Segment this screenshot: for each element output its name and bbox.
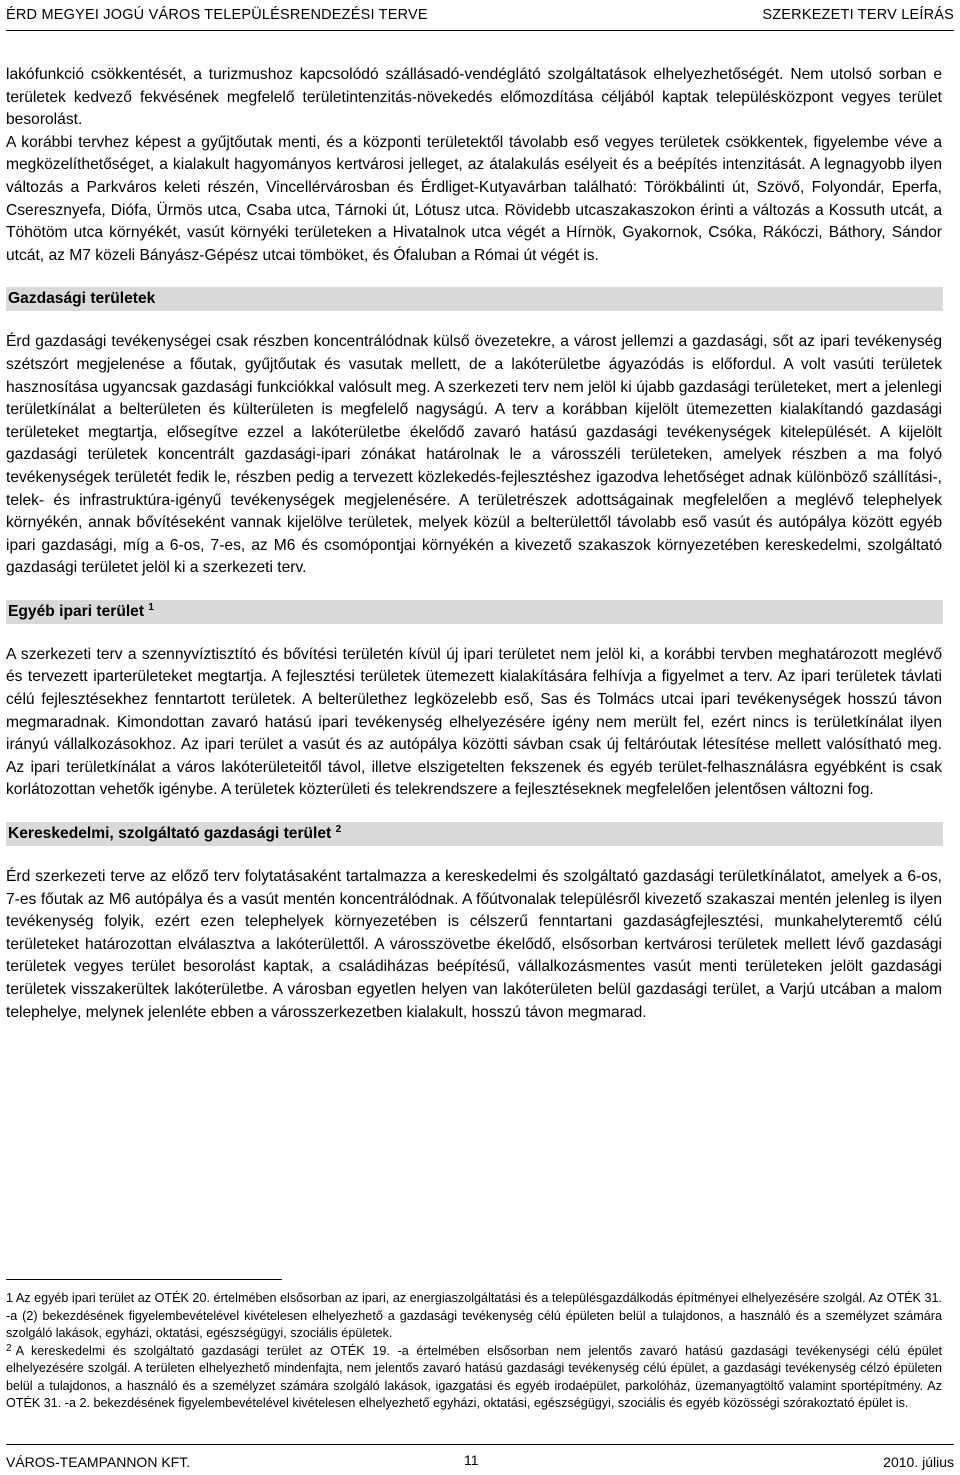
section-heading-gazdasagi (6, 287, 943, 311)
footer-date: 2010. július (883, 1454, 954, 1470)
header-document-title: ÉRD MEGYEI JOGÚ VÁROS TELEPÜLÉSRENDEZÉSI TERVE (6, 7, 428, 23)
footnote-2-marker: 2 (6, 1342, 12, 1354)
footnote-2 (6, 1343, 942, 1413)
footnote-1: 1 Az egyéb ipari terület az OTÉK 20. értelmében elsősorban az ipari, az energiaszolgáltatási és a településgazdálkodás építményei elhelyezésére szolgál. Az OTÉK 31. -a (2) bekezdésének figyelembevételével kivételesen elhelyezhető a gazdasági tevékenység célú épületen belül a tulajdonos, a használó és a személyzet számára szolgáló lakások, egyházi, oktatási, egészségügyi, szociális épületek. (6, 1291, 942, 1340)
section-heading-text: Gazdasági területek (8, 290, 156, 308)
footnote-2-text: A kereskedelmi és szolgáltató gazdasági terület az OTÉK 19. -a értelmében elsősorban nem jelentős zavaró hatású gazdasági tevékenységi célú épület elhelyezésére szolgál. A területen elhelyezhető mindenfajta, nem jelentős zavaró hatású gazdasági tevékenység célú épület, a gazdasági tevékenység célzó épületen belül a tulajdonos, a használó és a személyzet számára szolgáló lakások, igazgatási és egyéb irodaépület, parkolóház, üzemanyagtöltő valamint sportépítmény. Az OTÉK 31. -a 2. bekezdésének figyelembevételével kivételesen elhelyezhető egyházi, oktatási, egészségügyi, szociális és egyéb közösségi szórakoztató épület is. (6, 1343, 942, 1410)
intro-paragraph-1: lakófunkció csökkentését, a turizmushoz kapcsolódó szállásadó-vendéglátó szolgáltatások elhelyezhetőségét. Nem utolsó sorban e területek kedvező fekvésének megfelelő területintenzitás-növekedés előmozdítása céljából kaptak településközpont vegyes terület besorolást. (6, 66, 942, 129)
footnote-separator (6, 1279, 282, 1280)
footnote-reference-2[interactable]: 2 (335, 823, 342, 835)
section-heading-text: Egyéb ipari terület (8, 602, 145, 620)
intro-paragraph-2: A korábbi tervhez képest a gyűjtőutak menti, és a központi területektől távolabb eső vegyes területek csökkentek, figyelembe véve a megközelíthetőséget, a kialakult hagyományos kertvárosi jelleget, az átalakulás esélyeit és a beépítés intenzitását. A legnagyobb ilyen változás a Parkváros keleti részén, Vincellérvárosban és Érdliget-Kutyavárban található: Törökbálinti út, Szövő, Folyondár, Eperfa, Cseresznyefa, Diófa, Ürmös utca, Csaba utca, Tárnoki út, Lótusz utca. Rövidebb utcaszakaszokon érinti a változás a Kossuth utcát, a Töhötöm utca környékét, vasút környéki területeken a Hivatalnok utca végét a Hírnök, Gyakornok, Csóka, Rákóczi, Báthory, Sándor utcát, az M7 közeli Bányász-Gépész utcai tömböket, és Ófaluban a Római út végét is. (6, 133, 942, 264)
section-heading-text: Kereskedelmi, szolgáltató gazdasági terület (8, 825, 332, 843)
main-content (6, 64, 942, 1024)
footnote-reference-1[interactable]: 1 (148, 601, 154, 613)
section-heading-kereskedelmi (6, 822, 943, 846)
footer-company: VÁROS-TEAMPANNON KFT. (6, 1454, 191, 1470)
header-section-title: SZERKEZETI TERV LEÍRÁS (762, 7, 954, 23)
footnotes (6, 1290, 942, 1413)
page-footer (6, 1444, 954, 1474)
section-heading-egyeb-ipari (6, 600, 943, 624)
section-paragraph-kereskedelmi: Érd szerkezeti terve az előző terv folytatásaként tartalmazza a kereskedelmi és szolgáltató gazdasági területkínálatot, amelyek a 6-os, 7-es főutak az M6 autópálya és a vasút mentén koncentrálódnak. A főútvonalak településről kivezető szakaszai mentén jelenleg is ilyen tevékenység folyik, ezért ezen telephelyek környezetében is célszerű fenntartani gazdaságfejlesztési, munkahelyteremtő célú területeket határozottan elválasztva a lakóterülettől. A városszövetbe ékelődő, elsősorban kertvárosi területek mellett lévő gazdasági területek vegyes terület besorolást kaptak, a családiházas beépítésű, vállalkozásmentes vasút menti területeken jelölt gazdasági területek visszakerültek lakóterületbe. A városban egyetlen helyen van lakóterületen belül gazdasági terület, a Varjú utcában a malom telephelye, melynek jelenléte ebben a városszerkezetben kialakult, hosszú távon megmarad. (6, 868, 942, 1021)
section-paragraph-egyeb-ipari: A szerkezeti terv a szennyvíztisztító és bővítési területén kívül új ipari területet nem jelöl ki, a korábbi tervben meghatározott meglévő és tervezett iparterületeket megtartja. A fejlesztési területek ütemezett kialakítására felhívja a figyelmet a terv. Az ipari területek távlati célú fejlesztésekhez fenntartott területek. A belterülethez legközelebb eső, Sas és Tolmács utcai ipari tevékenységek hosszú távon megmaradnak. Kimondottan zavaró hatású ipari tevékenység elhelyezésére igény nem merült fel, ezért nincs is területkínálat ilyen irányú vállalkozásokhoz. Az ipari terület a vasút és az autópálya közötti sávban csak új feltáróutak létesítése mellett valósítható meg. Az ipari területkínálat a város lakóterületeitől távol, illetve elszigetelten fekszenek és egyéb terület-felhasználásra egyébként is csak korlátozottan vehetők igénybe. A területek közterületi és telekrendszere a fejlesztéseknek megfelelően jelentősen változni fog. (6, 645, 942, 799)
section-paragraph-gazdasagi: Érd gazdasági tevékenységei csak részben koncentrálódnak külső övezetekre, a várost jellemzi a gazdasági, sőt az ipari tevékenység szétszórt megjelenése a főutak, gyűjtőutak és vasutak mellett, de a lakóterületbe ágyazódás is előfordul. A volt vasúti területek hasznosítása ugyancsak gazdasági funkciókkal valósult meg. A szerkezeti terv nem jelöl ki újabb gazdasági területeket, mert a jelenlegi területkínálat a belterületen és külterületen is megfelelő nagyságú. A terv a korábban kijelölt ütemezetten kialakítandó gazdasági területeket megtartja, elősegítve ezzel a lakóterületbe ékelődő zavaró hatású gazdasági tevékenységek kitelepülését. A kijelölt gazdasági területek koncentrált gazdasági-ipari zónákat határolnak le a városszéli területeken, amelyek részben a ma folyó tevékenységek területét fedik le, részben pedig a tervezett közlekedés-fejlesztéshez igazodva lehetőséget adnak különböző szállítási-, telek- és infrastruktúra-igényű tevékenységek megjelenésére. A területrészek adottságainak megfelelően a meglévő telephelyek környékén, annak bővítéseként vannak kijelölve területek, melyek közül a belterülettől távolabb eső vasút és autópálya között egyéb ipari gazdasági, míg a 6-os, 7-es, az M6 és csomópontjai környékén a kivezető szakaszok környezetében kereskedelmi, szolgáltató gazdasági területet jelöl ki a szerkezeti terv. (6, 333, 942, 577)
page-number: 11 (464, 1452, 479, 1468)
page-header (6, 0, 954, 31)
